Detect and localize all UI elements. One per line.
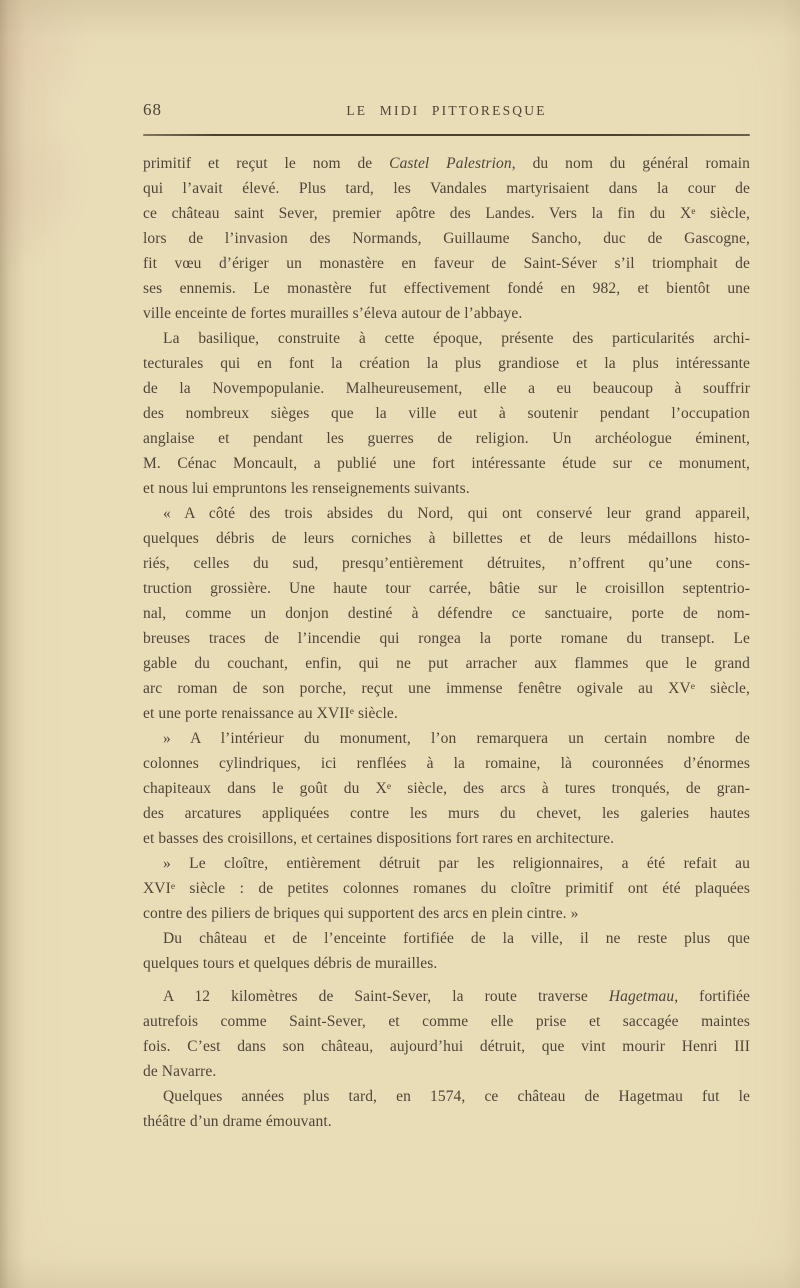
text-line: de Navarre. <box>143 1063 217 1080</box>
text-line: M. Cénac Moncault, a publié une fort intéressante étude sur ce monument, <box>143 455 750 472</box>
text-line: et une porte renaissance au XVIIe siècle. <box>143 705 398 722</box>
paragraph <box>143 1084 750 1134</box>
text-line: breuses traces de l’incendie qui rongea la porte romane du transept. Le <box>143 630 750 647</box>
paragraph <box>143 926 750 976</box>
text-line: lors de l’invasion des Normands, Guillaume Sancho, duc de Gascogne, <box>143 230 750 247</box>
running-title: LE MIDI PITTORESQUE <box>346 103 547 118</box>
italic-text: Hagetmau <box>608 988 675 1005</box>
text-line: XVIe siècle : de petites colonnes romanes du cloître primitif ont été plaquées <box>143 880 750 897</box>
text-line: des nombreux sièges que la ville eut à soutenir pendant l’occupation <box>143 405 750 422</box>
text-line: ses ennemis. Le monastère fut effectivement fondé en 982, et bientôt une <box>143 280 750 297</box>
text-line: de la Novempopulanie. Malheureusement, elle a eu beaucoup à souffrir <box>143 380 750 397</box>
text-line: et nous lui empruntons les renseignements suivants. <box>143 480 470 497</box>
text-line: quelques tours et quelques débris de murailles. <box>143 955 438 972</box>
text-line: tecturales qui en font la création la plus grandiose et la plus intéressante <box>143 355 750 372</box>
text-line: anglaise et pendant les guerres de religion. Un archéologue éminent, <box>143 430 750 447</box>
text-line: qui l’avait élevé. Plus tard, les Vandales martyrisaient dans la cour de <box>143 180 750 197</box>
superscript-ordinal: e <box>349 707 354 717</box>
text-line: » A l’intérieur du monument, l’on remarquera un certain nombre de <box>163 730 750 747</box>
text-line: quelques débris de leurs corniches à billettes et de leurs médaillons histo- <box>143 530 750 547</box>
paragraph <box>143 151 750 326</box>
text-line: riés, celles du sud, presqu’entièrement détruites, n’offrent qu’une cons- <box>143 555 750 572</box>
italic-text: Castel Palestrion <box>389 155 512 172</box>
page-header <box>143 100 750 122</box>
text-line: Du château et de l’enceinte fortifiée de la ville, il ne reste plus que <box>163 930 750 947</box>
page-number: 68 <box>143 100 162 119</box>
text-line: Quelques années plus tard, en 1574, ce château de Hagetmau fut le <box>163 1088 750 1105</box>
paragraph <box>143 984 750 1084</box>
page-body <box>143 151 750 1134</box>
superscript-ordinal: e <box>691 207 696 217</box>
text-line: gable du couchant, enfin, qui ne put arracher aux flammes que le grand <box>143 655 750 672</box>
text-line: truction grossière. Une haute tour carrée, bâtie sur le croisillon septentrio- <box>143 580 750 597</box>
text-line: ce château saint Sever, premier apôtre des Landes. Vers la fin du Xe siècle, <box>143 205 750 222</box>
text-line: ville enceinte de fortes murailles s’éleva autour de l’abbaye. <box>143 305 523 322</box>
text-line: » Le cloître, entièrement détruit par les religionnaires, a été refait au <box>163 855 750 872</box>
superscript-ordinal: e <box>170 882 176 892</box>
text-line: primitif et reçut le nom de Castel Palestrion, du nom du général romain <box>143 155 750 172</box>
text-line: colonnes cylindriques, ici renflées à la romaine, là couronnées d’énormes <box>143 755 750 772</box>
text-line: La basilique, construite à cette époque, présente des particularités archi- <box>163 330 750 347</box>
text-line: « A côté des trois absides du Nord, qui ont conservé leur grand appareil, <box>163 505 750 522</box>
text-line: fois. C’est dans son château, aujourd’hui détruit, que vint mourir Henri III <box>143 1038 750 1055</box>
text-line: nal, comme un donjon destiné à défendre ce sanctuaire, porte de nom- <box>143 605 750 622</box>
text-line: et basses des croisillons, et certaines dispositions fort rares en architecture. <box>143 830 615 847</box>
superscript-ordinal: e <box>690 682 695 692</box>
text-line: A 12 kilomètres de Saint-Sever, la route traverse Hagetmau, fortifiée <box>163 988 750 1005</box>
paragraph <box>143 851 750 926</box>
text-line: chapiteaux dans le goût du Xe siècle, des arcs à tures tronqués, de gran- <box>143 780 750 797</box>
text-line: théâtre d’un drame émouvant. <box>143 1113 332 1130</box>
paragraph <box>143 726 750 851</box>
text-line: autrefois comme Saint-Sever, et comme elle prise et saccagée maintes <box>143 1013 750 1030</box>
paragraph <box>143 501 750 726</box>
superscript-ordinal: e <box>386 782 392 792</box>
text-line: arc roman de son porche, reçut une immense fenêtre ogivale au XVe siècle, <box>143 680 750 697</box>
header-rule <box>143 134 750 136</box>
text-line: fit vœu d’ériger un monastère en faveur de Saint-Séver s’il triomphait de <box>143 255 750 272</box>
text-line: contre des piliers de briques qui supportent des arcs en plein cintre. » <box>143 905 579 922</box>
paragraph <box>143 326 750 501</box>
text-line: des arcatures appliquées contre les murs du chevet, les galeries hautes <box>143 805 750 822</box>
